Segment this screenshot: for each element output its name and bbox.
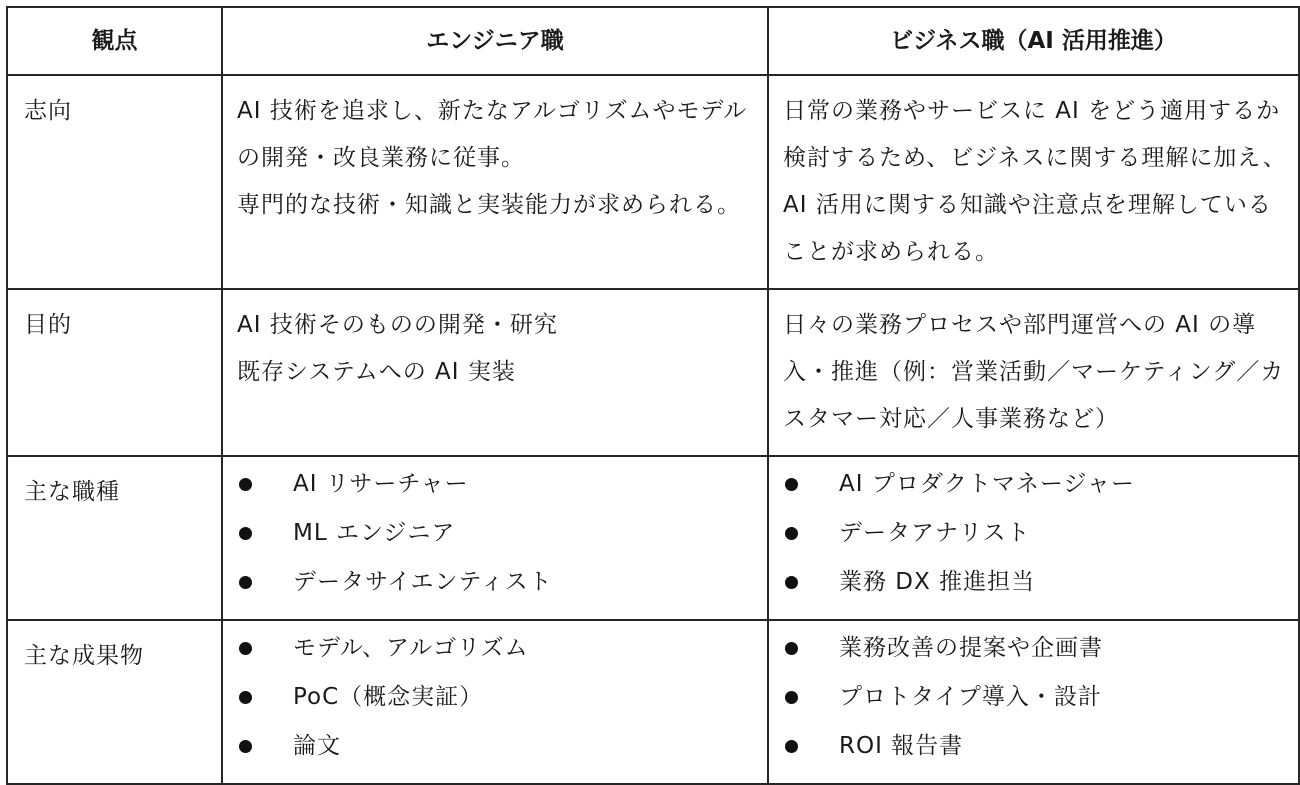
list-item-text: AI プロダクトマネージャー xyxy=(839,471,1135,497)
list-item-text: プロトタイプ導入・設計 xyxy=(839,684,1102,710)
bullet-icon xyxy=(239,691,252,704)
bullet-icon xyxy=(785,576,798,589)
list-item-text: 論文 xyxy=(293,733,341,759)
list-item-text: 業務改善の提案や企画書 xyxy=(839,635,1103,661)
list-item xyxy=(781,558,1288,607)
list-item xyxy=(781,624,1288,673)
row-label: 主な職種 xyxy=(24,479,120,505)
table-header-row xyxy=(7,7,1299,75)
comparison-table xyxy=(6,6,1300,785)
list-item-text: ROI 報告書 xyxy=(839,733,964,759)
bullet-icon xyxy=(785,642,798,655)
table-row xyxy=(7,75,1299,289)
row-label: 志向 xyxy=(24,98,72,124)
business-bullet-list xyxy=(781,624,1288,771)
business-cell xyxy=(769,76,1298,288)
bullet-icon xyxy=(239,478,252,491)
bullet-icon xyxy=(785,527,798,540)
engineer-bullet-list xyxy=(235,460,757,607)
bullet-icon xyxy=(785,740,798,753)
table-row xyxy=(7,620,1299,784)
list-item xyxy=(781,673,1288,722)
row-label: 主な成果物 xyxy=(24,643,144,669)
list-item xyxy=(235,460,757,509)
list-item xyxy=(781,509,1288,558)
engineer-text: 既存システムへの AI 実装 xyxy=(237,359,516,385)
list-item-text: モデル、アルゴリズム xyxy=(293,635,529,661)
list-item-text: 業務 DX 推進担当 xyxy=(839,569,1036,595)
list-item xyxy=(235,509,757,558)
list-item xyxy=(781,460,1288,509)
engineer-text: AI 技術そのものの開発・研究 xyxy=(237,312,558,338)
list-item xyxy=(235,624,757,673)
bullet-icon xyxy=(785,478,798,491)
list-item-text: AI リサーチャー xyxy=(293,471,469,497)
business-bullet-list xyxy=(781,460,1288,607)
row-label: 目的 xyxy=(24,312,72,338)
engineer-text: 専門的な技術・知識と実装能力が求められる。 xyxy=(237,192,741,218)
list-item-text: PoC（概念実証） xyxy=(293,684,484,710)
header-business: ビジネス職（AI 活用推進） xyxy=(768,7,1299,75)
bullet-icon xyxy=(239,740,252,753)
list-item-text: データアナリスト xyxy=(839,520,1031,546)
bullet-icon xyxy=(239,527,252,540)
header-engineer: エンジニア職 xyxy=(222,7,768,75)
engineer-cell xyxy=(223,290,767,408)
engineer-cell xyxy=(223,76,767,241)
engineer-bullet-list xyxy=(235,624,757,771)
bullet-icon xyxy=(785,691,798,704)
engineer-text: AI 技術を追求し、新たなアルゴリズムやモデルの開発・改良業務に従事。 xyxy=(237,98,748,171)
business-cell xyxy=(769,290,1298,455)
list-item xyxy=(235,673,757,722)
bullet-icon xyxy=(239,642,252,655)
table-row xyxy=(7,456,1299,620)
bullet-icon xyxy=(239,576,252,589)
business-text: 日常の業務やサービスに AI をどう適用するか検討するため、ビジネスに関する理解に加え、AI 活用に関する知識や注意点を理解していることが求められる。 xyxy=(783,98,1287,265)
list-item xyxy=(235,558,757,607)
list-item-text: データサイエンティスト xyxy=(293,569,553,595)
header-perspective: 観点 xyxy=(7,7,222,75)
list-item xyxy=(235,722,757,771)
list-item xyxy=(781,722,1288,771)
list-item-text: ML エンジニア xyxy=(293,520,456,546)
business-text: 日々の業務プロセスや部門運営への AI の導入・推進（例：営業活動／マーケティング／カスタマー対応／人事業務など） xyxy=(783,312,1285,432)
table-row xyxy=(7,289,1299,456)
